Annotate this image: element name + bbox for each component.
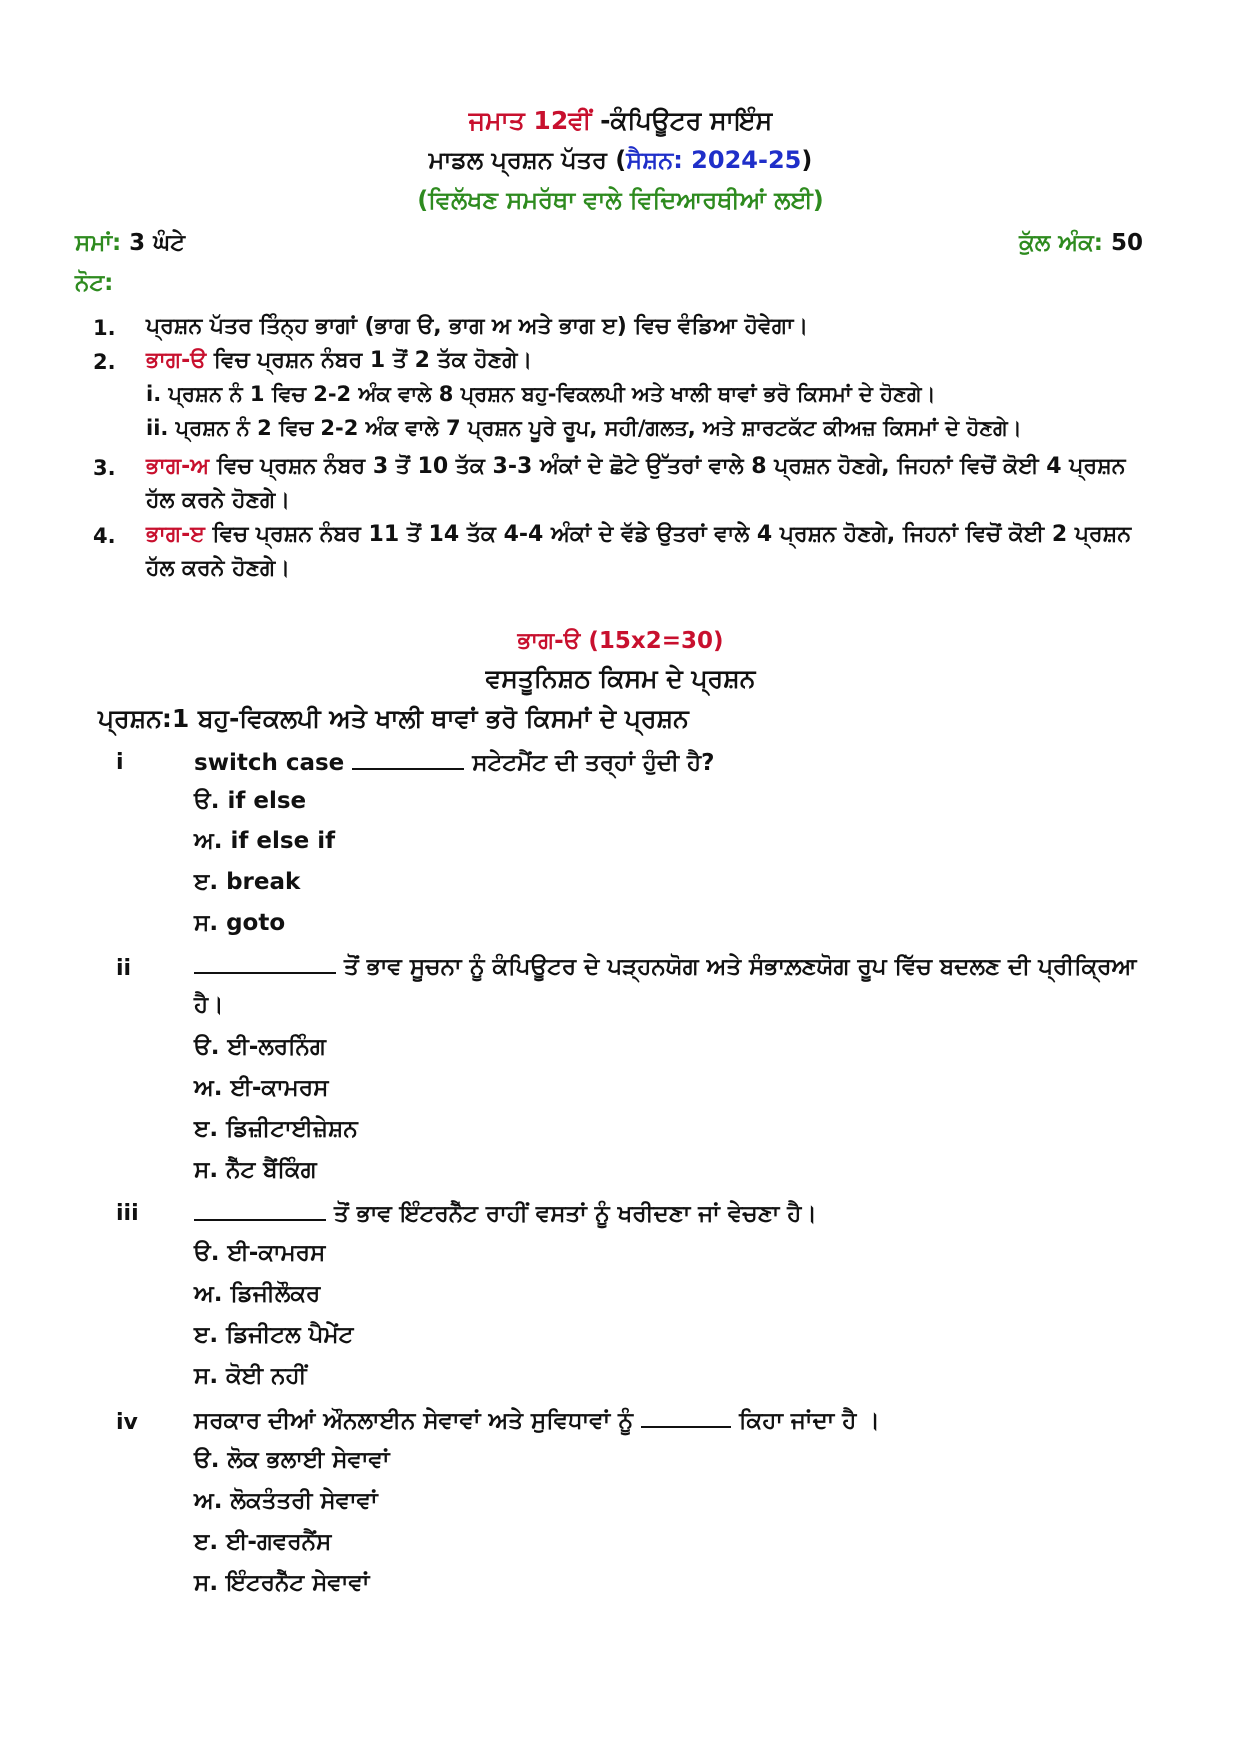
answer-blank [352,746,464,770]
answer-blank [641,1404,731,1428]
option-c: ੲ. ਡਿਜ਼ੀਟਾਈਜ਼ੇਸ਼ਨ [194,1116,358,1142]
question-heading: ਪ੍ਰਸ਼ਨ:1 ਬਹੁ-ਵਿਕਲਪੀ ਅਤੇ ਖਾਲੀ ਥਾਵਾਂ ਭਰੋ ਕਿਸਮਾਂ ਦੇ ਪ੍ਰਸ਼ਨ [98,704,689,733]
section-title: ਭਾਗ-ੳ (15x2=30) [517,628,724,654]
option-a: ੳ. if else [194,788,307,814]
option-c: ੲ. ਡਿਜੀਟਲ ਪੈਮੇਂਟ [194,1322,354,1348]
section-a-label: ਭਾਗ-ੳ [146,348,207,373]
note-item [146,344,1146,378]
section-c-label: ਭਾਗ-ੲ [146,522,205,547]
note-item-text: ਵਿਚ ਪ੍ਰਸ਼ਨ ਨੰਬਰ 11 ਤੋਂ 14 ਤੱਕ 4-4 ਅੰਕਾਂ ਦੇ ਵੱਡੇ ਉਤਰਾਂ ਵਾਲੇ 4 ਪ੍ਰਸ਼ਨ ਹੋਣਗੇ, ਜਿਹਨਾਂ ਵਿਚੋਂ ਕੋਈ 2 ਪ੍ਰਸ਼ਨ ਹੱਲ ਕਰਨੇ ਹੋਣਗੇ। [146,522,1132,581]
question-text [194,1404,880,1434]
class-label: ਜਮਾਤ 12ਵੀਂ [468,106,592,135]
subtitle-text: ਮਾਡਲ ਪ੍ਰਸ਼ਨ ਪੱਤਰ ( [428,146,627,174]
question-text-part: switch case [194,750,353,776]
note-subitem: i. ਪ੍ਰਸ਼ਨ ਨੰ 1 ਵਿਚ 2-2 ਅੰਕ ਵਾਲੇ 8 ਪ੍ਰਸ਼ਨ ਬਹੁ-ਵਿਕਲਪੀ ਅਤੇ ਖਾਲੀ ਥਾਵਾਂ ਭਰੋ ਕਿਸਮਾਂ ਦੇ ਹੋਣਗੇ। [146,382,936,406]
question-text-part: ਸਟੇਟਮੈਂਟ ਦੀ ਤਰ੍ਹਾਂ ਹੁੰਦੀ ਹੈ? [464,750,715,776]
question-text-part: ਤੋਂ ਭਾਵ ਸੂਚਨਾ ਨੂੰ ਕੰਪਿਊਟਰ ਦੇ ਪੜ੍ਹਨਯੋਗ ਅਤੇ ਸੰਭਾਲ਼ਣਯੋਗ ਰੂਪ ਵਿੱਚ ਬਦਲਣ ਦੀ ਪ੍ਰੀਕ੍ਰਿਆ ਹੈ। [194,954,1137,1018]
paper-subtitle [0,146,1241,174]
option-d: ਸ. goto [194,910,286,936]
option-a: ੳ. ਈ-ਕਾਮਰਸ [194,1240,326,1266]
time-value: 3 ਘੰਟੇ [121,230,186,256]
option-a: ੳ. ਈ-ਲਰਨਿੰਗ [194,1034,326,1060]
question-number: ii [116,956,132,981]
section-subtitle: ਵਸਤੂਨਿਸ਼ਠ ਕਿਸਮ ਦੇ ਪ੍ਰਸ਼ਨ [485,664,756,693]
option-b: ਅ. ਈ-ਕਾਮਰਸ [194,1075,329,1101]
time-label: ਸਮਾਂ: [75,230,122,256]
answer-blank [194,950,336,974]
marks-label: ਕੁੱਲ ਅੰਕ: [1019,230,1103,256]
marks-value: 50 [1102,230,1143,256]
question-text [194,948,1154,1024]
note-number: 4. [93,524,116,548]
note-item [146,450,1146,518]
question-text-part: ਕਿਹਾ ਜਾਂਦਾ ਹੈ । [731,1408,880,1434]
page-title [0,106,1241,136]
question-number: iii [116,1201,139,1226]
question-text [194,1197,817,1227]
note-item: ਪ੍ਰਸ਼ਨ ਪੱਤਰ ਤਿੰਨ੍ਹ ਭਾਗਾਂ (ਭਾਗ ੳ, ਭਾਗ ਅ ਅਤੇ ਭਾਗ ੲ) ਵਿਚ ਵੰਡਿਆ ਹੋਵੇਗਾ। [146,314,809,339]
option-b: ਅ. ਡਿਜੀਲੌਕਰ [194,1281,321,1307]
option-b: ਅ. if else if [194,828,336,854]
time-info [75,230,185,256]
note-number: 3. [93,456,116,480]
answer-blank [194,1197,326,1221]
note-item-text: ਵਿਚ ਪ੍ਰਸ਼ਨ ਨੰਬਰ 3 ਤੋਂ 10 ਤੱਕ 3-3 ਅੰਕਾਂ ਦੇ ਛੋਟੇ ਉੱਤਰਾਂ ਵਾਲੇ 8 ਪ੍ਰਸ਼ਨ ਹੋਣਗੇ, ਜਿਹਨਾਂ ਵਿਚੋਂ ਕੋਈ 4 ਪ੍ਰਸ਼ਨ ਹੱਲ ਕਰਨੇ ਹੋਣਗੇ। [146,454,1126,513]
option-c: ੲ. ਈ-ਗਵਰਨੈਂਸ [194,1529,332,1555]
question-text [194,746,715,776]
audience-line: (ਵਿਲੱਖਣ ਸਮਰੱਥਾ ਵਾਲੇ ਵਿਦਿਆਰਥੀਆਂ ਲਈ) [417,186,824,214]
note-subitem: ii. ਪ੍ਰਸ਼ਨ ਨੰ 2 ਵਿਚ 2-2 ਅੰਕ ਵਾਲੇ 7 ਪ੍ਰਸ਼ਨ ਪੂਰੇ ਰੂਪ, ਸਹੀ/ਗਲਤ, ਅਤੇ ਸ਼ਾਰਟਕੱਟ ਕੀਅਜ਼ ਕਿਸਮਾਂ ਦੇ ਹੋਣਗੇ। [146,416,1022,440]
option-d: ਸ. ਕੋਈ ਨਹੀਂ [194,1363,307,1389]
note-number: 1. [93,316,116,340]
option-c: ੲ. break [194,869,301,895]
note-heading: ਨੋਟ: [75,270,114,296]
question-number: iv [116,1410,138,1435]
note-item-text: ਵਿਚ ਪ੍ਰਸ਼ਨ ਨੰਬਰ 1 ਤੋਂ 2 ਤੱਕ ਹੋਣਗੇ। [206,348,533,373]
question-text-part: ਤੋਂ ਭਾਵ ਇੰਟਰਨੈੱਟ ਰਾਹੀਂ ਵਸਤਾਂ ਨੂੰ ਖਰੀਦਣਾ ਜਾਂ ਵੇਚਣਾ ਹੈ। [326,1201,817,1227]
option-b: ਅ. ਲੋਕਤੰਤਰੀ ਸੇਵਾਵਾਂ [194,1488,378,1514]
question-number: i [116,750,124,775]
session-label: ਸੈਸ਼ਨ: 2024-25 [626,146,802,174]
option-d: ਸ. ਨੈੱਟ ਬੈਂਕਿੰਗ [194,1157,317,1183]
option-d: ਸ. ਇੰਟਰਨੈੱਟ ਸੇਵਾਵਾਂ [194,1570,370,1596]
section-b-label: ਭਾਗ-ਅ [146,454,210,479]
question-text-part: ਸਰਕਾਰ ਦੀਆਂ ਔਨਲਾਈਨ ਸੇਵਾਵਾਂ ਅਤੇ ਸੁਵਿਧਾਵਾਂ ਨੂੰ [194,1408,642,1434]
subject-label: -ਕੰਪਿਊਟਰ ਸਾਇੰਸ [591,106,773,135]
total-marks [1019,230,1143,256]
note-number: 2. [93,350,116,374]
note-item [146,518,1146,586]
option-a: ੳ. ਲੋਕ ਭਲਾਈ ਸੇਵਾਵਾਂ [194,1447,390,1473]
subtitle-close: ) [801,146,813,174]
